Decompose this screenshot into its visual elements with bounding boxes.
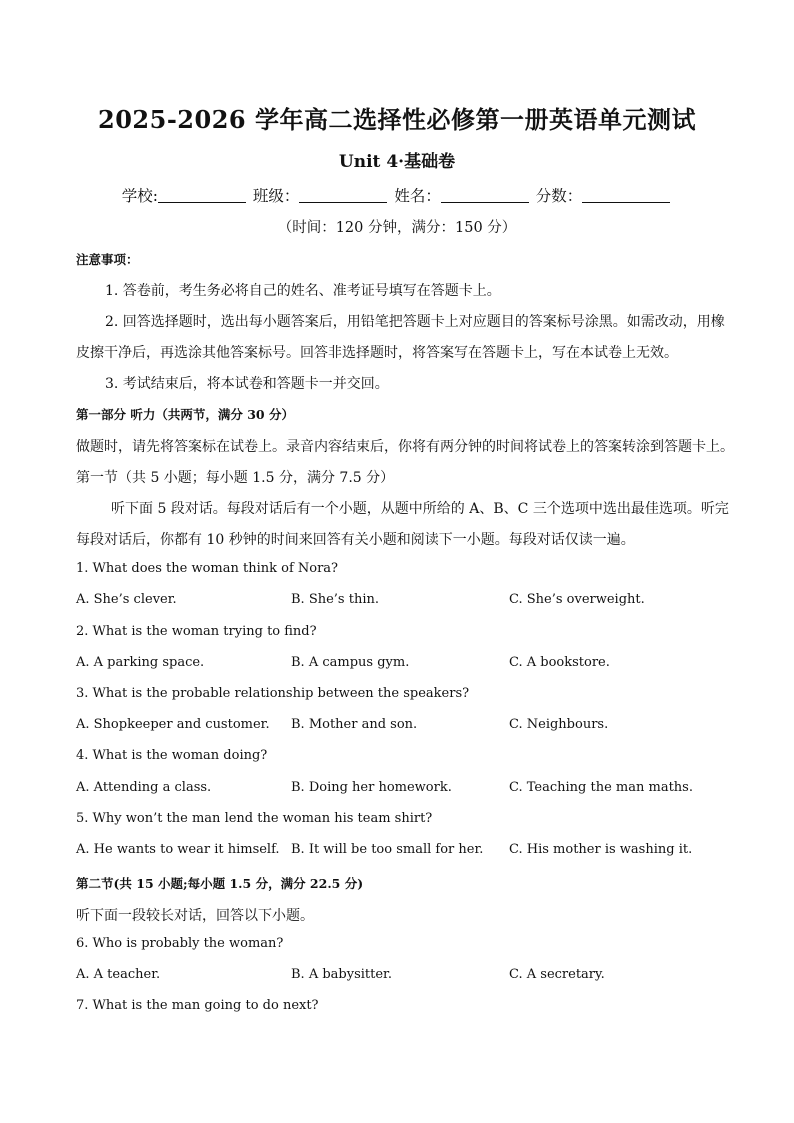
part1-instruction: 做题时，请先将答案标在试卷上。录音内容结束后，你将有两分钟的时间将试卷上的答案转涂到答题卡上。: [76, 439, 734, 455]
option-c: C. Neighbours.: [509, 717, 609, 732]
question-text: 1. What does the woman think of Nora?: [76, 561, 339, 576]
option-a: A. A parking space.: [76, 655, 205, 670]
option-c: C. She’s overweight.: [509, 592, 645, 607]
option-c: C. His mother is washing it.: [509, 842, 693, 857]
option-b: B. She’s thin.: [291, 592, 379, 607]
time-info: （时间：120 分钟，满分：150 分）: [277, 220, 517, 236]
section2-heading: 第二节(共 15 小题;每小题 1.5 分，满分 22.5 分): [76, 876, 364, 891]
name-field[interactable]: [441, 186, 529, 203]
option-b: B. It will be too small for her.: [291, 842, 484, 857]
section1-directions: 每段对话后，你都有 10 秒钟的时间来回答有关小题和阅读下一小题。每段对话仅读一遍。: [76, 532, 635, 548]
option-a: A. Attending a class.: [76, 780, 212, 795]
question-text: 3. What is the probable relationship between the speakers?: [76, 686, 470, 701]
option-a: A. He wants to wear it himself.: [76, 842, 280, 857]
notice-item: 皮擦干净后，再选涂其他答案标号。回答非选择题时，将答案写在答题卡上，写在本试卷上无效。: [76, 345, 678, 361]
question-text: 5. Why won’t the man lend the woman his team shirt?: [76, 811, 433, 826]
notice-item: 3. 考试结束后，将本试卷和答题卡一并交回。: [105, 376, 389, 392]
score-label: 分数：: [535, 187, 583, 205]
notice-item: 1. 答卷前，考生务必将自己的姓名、准考证号填写在答题卡上。: [105, 283, 501, 299]
question-text: 6. Who is probably the woman?: [76, 936, 284, 951]
option-b: B. A campus gym.: [291, 655, 410, 670]
option-b: B. Doing her homework.: [291, 780, 452, 795]
question-text: 2. What is the woman trying to find?: [76, 624, 317, 639]
section2-directions: 听下面一段较长对话，回答以下小题。: [76, 908, 314, 924]
section1-heading: 第一节（共 5 小题；每小题 1.5 分，满分 7.5 分）: [76, 470, 395, 486]
notice-heading: 注意事项：: [76, 252, 139, 267]
name-label: 姓名：: [394, 187, 441, 205]
exam-title: 2025-2026 学年高二选择性必修第一册英语单元测试: [98, 105, 696, 134]
score-field[interactable]: [582, 186, 670, 203]
school-label: 学校:: [121, 187, 158, 205]
class-field[interactable]: [299, 186, 387, 203]
option-c: C. Teaching the man maths.: [509, 780, 693, 795]
option-a: A. She’s clever.: [76, 592, 177, 607]
option-b: B. A babysitter.: [291, 967, 392, 982]
school-field[interactable]: [158, 186, 246, 203]
option-a: A. A teacher.: [76, 967, 161, 982]
question-text: 4. What is the woman doing?: [76, 748, 268, 763]
option-b: B. Mother and son.: [291, 717, 418, 732]
option-a: A. Shopkeeper and customer.: [76, 717, 270, 732]
question-text: 7. What is the man going to do next?: [76, 998, 319, 1013]
section1-directions: 听下面 5 段对话。每段对话后有一个小题，从题中所给的 A、B、C 三个选项中选出最佳选项。听完: [111, 501, 729, 517]
part1-heading: 第一部分 听力（共两节，满分 30 分）: [76, 407, 294, 422]
option-c: C. A bookstore.: [509, 655, 610, 670]
notice-item: 2. 回答选择题时，选出每小题答案后，用铅笔把答题卡上对应题目的答案标号涂黑。如需改动，用橡: [105, 314, 725, 330]
student-info-row: [0, 184, 794, 206]
class-label: 班级：: [252, 187, 300, 205]
option-c: C. A secretary.: [509, 967, 605, 982]
exam-subtitle: Unit 4·基础卷: [338, 152, 456, 172]
